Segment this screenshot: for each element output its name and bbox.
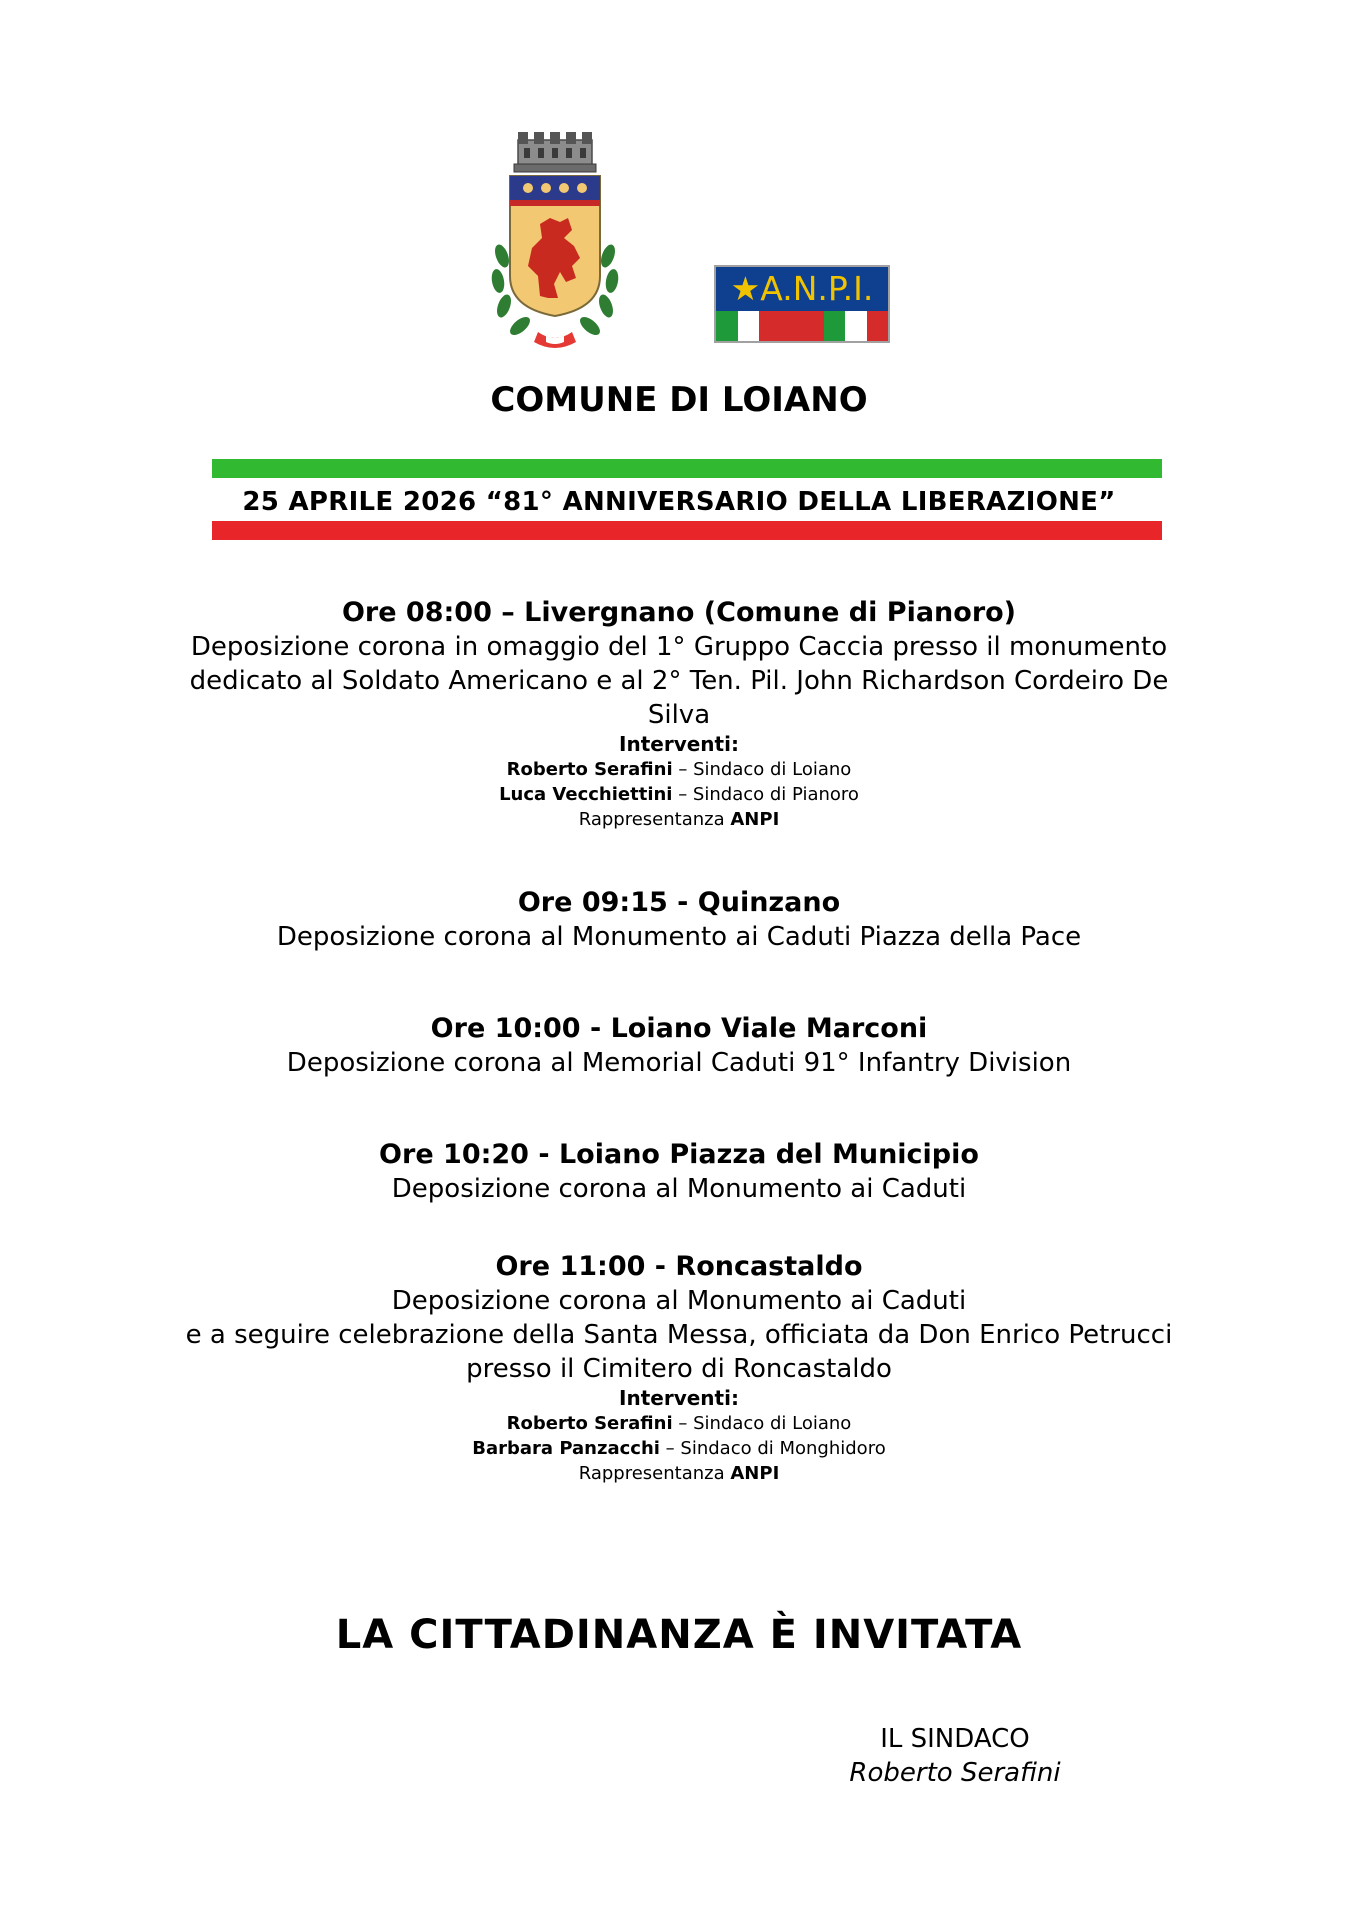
speaker-role: – Sindaco di Pianoro xyxy=(672,784,859,805)
representation-org: ANPI xyxy=(730,1463,780,1484)
anpi-logo-text: ★A.N.P.I. xyxy=(716,267,888,311)
event-title: Ore 08:00 – Livergnano (Comune di Pianoro) xyxy=(341,597,1017,628)
interventi-heading: Interventi: xyxy=(619,732,739,756)
representation-label: Rappresentanza xyxy=(578,1463,731,1484)
speaker-role: – Sindaco di Loiano xyxy=(672,1413,852,1434)
representation-org: ANPI xyxy=(730,809,780,830)
speaker-line xyxy=(0,807,1358,832)
signature-name: Roberto Serafini xyxy=(849,1758,1061,1788)
event-subtitle: 25 APRILE 2026 “81° ANNIVERSARIO DELLA LIBERAZIONE” xyxy=(242,487,1116,517)
event-description-line: e a seguire celebrazione della Santa Messa, officiata da Don Enrico Petrucci xyxy=(185,1320,1173,1350)
event-description-line: Silva xyxy=(647,700,711,730)
event-description-line: Deposizione corona al Memorial Caduti 91° Infantry Division xyxy=(286,1048,1072,1078)
speaker-role: – Sindaco di Loiano xyxy=(672,759,852,780)
speaker-line xyxy=(0,1411,1358,1436)
event-title: Ore 09:15 - Quinzano xyxy=(517,887,841,918)
page-title: COMUNE DI LOIANO xyxy=(490,380,868,420)
speaker-line xyxy=(0,757,1358,782)
speaker-role: – Sindaco di Monghidoro xyxy=(659,1438,886,1459)
invitation-heading: LA CITTADINANZA È INVITATA xyxy=(335,1612,1023,1658)
anpi-logo xyxy=(714,265,890,343)
coat-of-arms xyxy=(480,126,630,356)
coat-of-arms-icon xyxy=(480,126,630,356)
red-bar xyxy=(212,521,1162,540)
speaker-line xyxy=(0,1461,1358,1486)
event-description-line: presso il Cimitero di Roncastaldo xyxy=(466,1354,892,1384)
event-title: Ore 10:20 - Loiano Piazza del Municipio xyxy=(379,1139,979,1170)
signature-role: IL SINDACO xyxy=(880,1724,1030,1754)
event-description-line: Deposizione corona al Monumento ai Caduti xyxy=(391,1174,967,1204)
interventi-heading: Interventi: xyxy=(619,1386,739,1410)
representation-label: Rappresentanza xyxy=(578,809,731,830)
event-description-line: Deposizione corona al Monumento ai Caduti Piazza della Pace xyxy=(276,922,1082,952)
event-description-line: dedicato al Soldato Americano e al 2° Ten. Pil. John Richardson Cordeiro De xyxy=(189,666,1169,696)
speaker-name: Roberto Serafini xyxy=(506,1413,673,1434)
event-description-line: Deposizione corona in omaggio del 1° Gruppo Caccia presso il monumento xyxy=(190,632,1168,662)
event-description-line: Deposizione corona al Monumento ai Caduti xyxy=(391,1286,967,1316)
speaker-line xyxy=(0,1436,1358,1461)
event-title: Ore 10:00 - Loiano Viale Marconi xyxy=(430,1013,928,1044)
event-title: Ore 11:00 - Roncastaldo xyxy=(495,1251,863,1282)
speaker-name: Roberto Serafini xyxy=(506,759,673,780)
anpi-flag-stripes xyxy=(716,311,888,341)
speaker-name: Luca Vecchiettini xyxy=(499,784,673,805)
green-bar xyxy=(212,459,1162,478)
speaker-line xyxy=(0,782,1358,807)
speaker-name: Barbara Panzacchi xyxy=(472,1438,660,1459)
